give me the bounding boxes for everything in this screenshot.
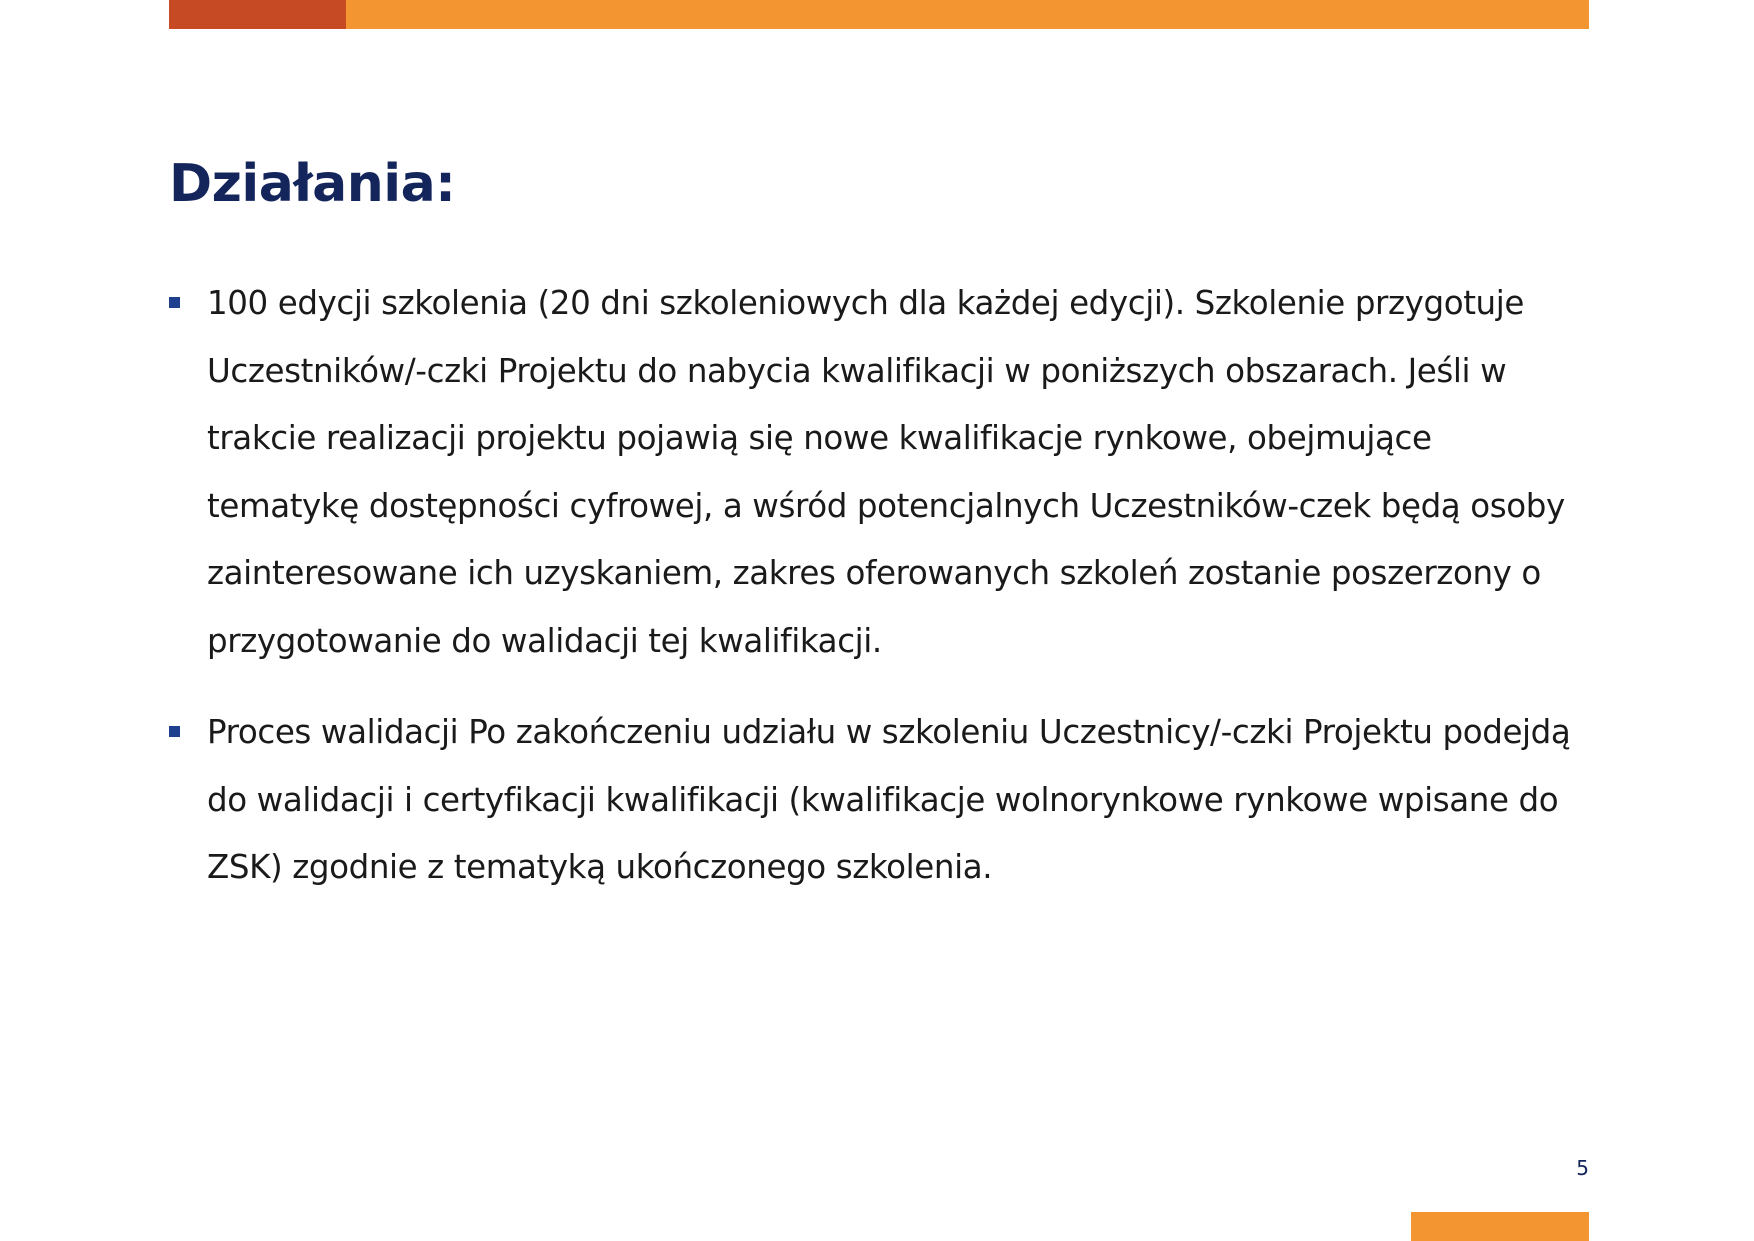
list-item	[169, 270, 1589, 675]
square-bullet-icon	[169, 297, 180, 308]
list-item	[169, 699, 1589, 902]
bullet-list	[169, 270, 1589, 926]
top-decorative-bar	[169, 0, 1589, 29]
page-number: 5	[1576, 1156, 1589, 1180]
bottom-decorative-bar	[1411, 1212, 1589, 1241]
list-item-text: Proces walidacji Po zakończeniu udziału w szkoleniu Uczestnicy/-czki Projektu podejdą do walidacji i certyfikacji kwalifikacji (kwalifikacje wolnorynkowe rynkowe wpisane do ZSK) zgodnie z tematyką ukończonego szkolenia.	[207, 713, 1571, 886]
square-bullet-icon	[169, 726, 180, 737]
page-title: Działania:	[169, 154, 456, 214]
list-item-text: 100 edycji szkolenia (20 dni szkoleniowych dla każdej edycji). Szkolenie przygotuje Uczestników/-czki Projektu do nabycia kwalifikacji w poniższych obszarach. Jeśli w trakcie realizacji projektu pojawią się nowe kwalifikacje rynkowe, obejmujące tematykę dostępności cyfrowej, a wśród potencjalnych Uczestników-czek będą osoby zainteresowane ich uzyskaniem, zakres oferowanych szkoleń zostanie poszerzony o przygotowanie do walidacji tej kwalifikacji.	[207, 284, 1565, 660]
top-bar-accent-block	[169, 0, 346, 29]
